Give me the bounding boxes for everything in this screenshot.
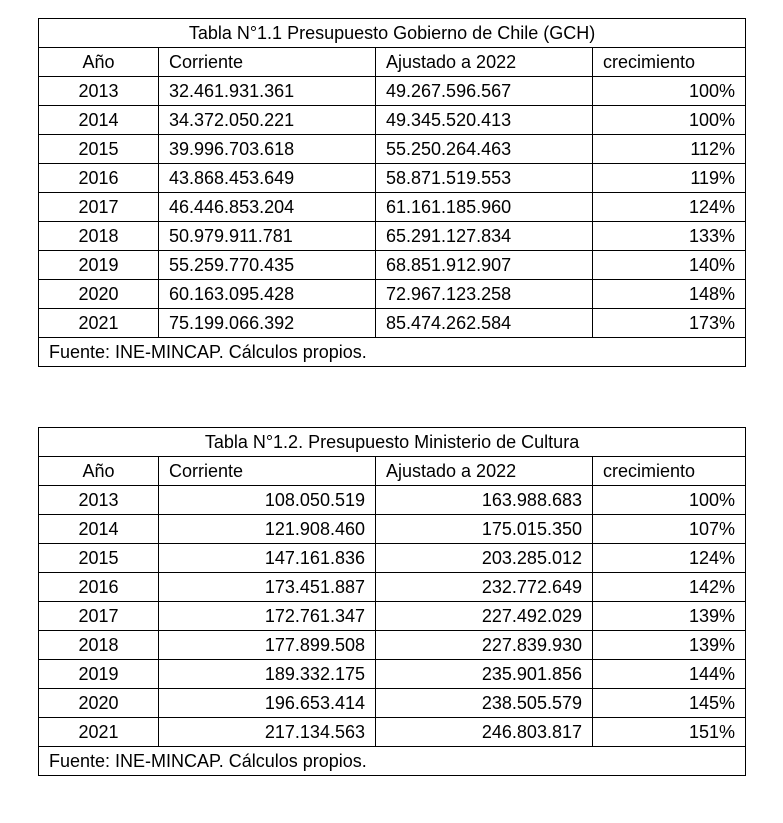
cell-adjusted: 203.285.012 [376,544,593,573]
cell-adjusted: 232.772.649 [376,573,593,602]
cell-current: 121.908.460 [159,515,376,544]
cell-year: 2018 [39,631,159,660]
table-row [39,280,746,309]
cell-growth: 124% [593,544,746,573]
cell-year: 2013 [39,77,159,106]
cell-year: 2014 [39,515,159,544]
table-row [39,77,746,106]
cell-adjusted: 72.967.123.258 [376,280,593,309]
table-row [39,515,746,544]
cell-year: 2018 [39,222,159,251]
table-row [39,718,746,747]
table-row [39,544,746,573]
cell-growth: 144% [593,660,746,689]
table-culture-budget [38,427,746,776]
table-row [39,193,746,222]
cell-adjusted: 246.803.817 [376,718,593,747]
cell-current: 55.259.770.435 [159,251,376,280]
cell-current: 32.461.931.361 [159,77,376,106]
table-row [39,486,746,515]
cell-adjusted: 85.474.262.584 [376,309,593,338]
cell-adjusted: 175.015.350 [376,515,593,544]
table-row [39,631,746,660]
table-source-row [39,338,746,367]
cell-growth: 140% [593,251,746,280]
cell-current: 173.451.887 [159,573,376,602]
cell-adjusted: 227.492.029 [376,602,593,631]
cell-current: 75.199.066.392 [159,309,376,338]
cell-year: 2014 [39,106,159,135]
header-growth: crecimiento [593,48,746,77]
table-row [39,602,746,631]
cell-growth: 139% [593,631,746,660]
cell-year: 2019 [39,251,159,280]
cell-adjusted: 58.871.519.553 [376,164,593,193]
cell-growth: 112% [593,135,746,164]
cell-growth: 100% [593,106,746,135]
header-year: Año [39,457,159,486]
cell-growth: 151% [593,718,746,747]
cell-adjusted: 163.988.683 [376,486,593,515]
cell-year: 2016 [39,573,159,602]
cell-adjusted: 238.505.579 [376,689,593,718]
cell-current: 50.979.911.781 [159,222,376,251]
table-source: Fuente: INE-MINCAP. Cálculos propios. [39,747,746,776]
cell-year: 2021 [39,309,159,338]
table-row [39,251,746,280]
table-gch-budget [38,18,746,367]
cell-adjusted: 235.901.856 [376,660,593,689]
cell-year: 2016 [39,164,159,193]
cell-year: 2019 [39,660,159,689]
cell-current: 108.050.519 [159,486,376,515]
cell-adjusted: 68.851.912.907 [376,251,593,280]
header-adjusted: Ajustado a 2022 [376,48,593,77]
cell-year: 2021 [39,718,159,747]
table-row [39,573,746,602]
cell-current: 177.899.508 [159,631,376,660]
header-growth: crecimiento [593,457,746,486]
cell-growth: 100% [593,77,746,106]
header-current: Corriente [159,48,376,77]
cell-growth: 133% [593,222,746,251]
cell-current: 147.161.836 [159,544,376,573]
cell-adjusted: 49.267.596.567 [376,77,593,106]
table-title-row [39,19,746,48]
table-row [39,309,746,338]
table-header-row [39,48,746,77]
cell-growth: 100% [593,486,746,515]
table-row [39,660,746,689]
header-year: Año [39,48,159,77]
cell-growth: 139% [593,602,746,631]
cell-growth: 107% [593,515,746,544]
cell-year: 2017 [39,602,159,631]
header-adjusted: Ajustado a 2022 [376,457,593,486]
table-row [39,689,746,718]
cell-current: 196.653.414 [159,689,376,718]
cell-adjusted: 61.161.185.960 [376,193,593,222]
table-title: Tabla N°1.2. Presupuesto Ministerio de Cultura [39,428,746,457]
cell-growth: 148% [593,280,746,309]
table-row [39,164,746,193]
cell-growth: 124% [593,193,746,222]
cell-current: 172.761.347 [159,602,376,631]
table-row [39,222,746,251]
table-title-row [39,428,746,457]
table-source-row [39,747,746,776]
cell-year: 2013 [39,486,159,515]
cell-year: 2020 [39,280,159,309]
cell-adjusted: 55.250.264.463 [376,135,593,164]
cell-current: 189.332.175 [159,660,376,689]
cell-current: 46.446.853.204 [159,193,376,222]
table-row [39,135,746,164]
cell-adjusted: 65.291.127.834 [376,222,593,251]
cell-growth: 173% [593,309,746,338]
cell-growth: 142% [593,573,746,602]
cell-year: 2015 [39,544,159,573]
cell-current: 60.163.095.428 [159,280,376,309]
cell-current: 34.372.050.221 [159,106,376,135]
cell-growth: 119% [593,164,746,193]
cell-year: 2017 [39,193,159,222]
table-header-row [39,457,746,486]
header-current: Corriente [159,457,376,486]
cell-current: 39.996.703.618 [159,135,376,164]
table-title: Tabla N°1.1 Presupuesto Gobierno de Chile (GCH) [39,19,746,48]
cell-adjusted: 49.345.520.413 [376,106,593,135]
cell-year: 2020 [39,689,159,718]
cell-current: 43.868.453.649 [159,164,376,193]
table-row [39,106,746,135]
cell-current: 217.134.563 [159,718,376,747]
cell-year: 2015 [39,135,159,164]
table-source: Fuente: INE-MINCAP. Cálculos propios. [39,338,746,367]
cell-adjusted: 227.839.930 [376,631,593,660]
cell-growth: 145% [593,689,746,718]
